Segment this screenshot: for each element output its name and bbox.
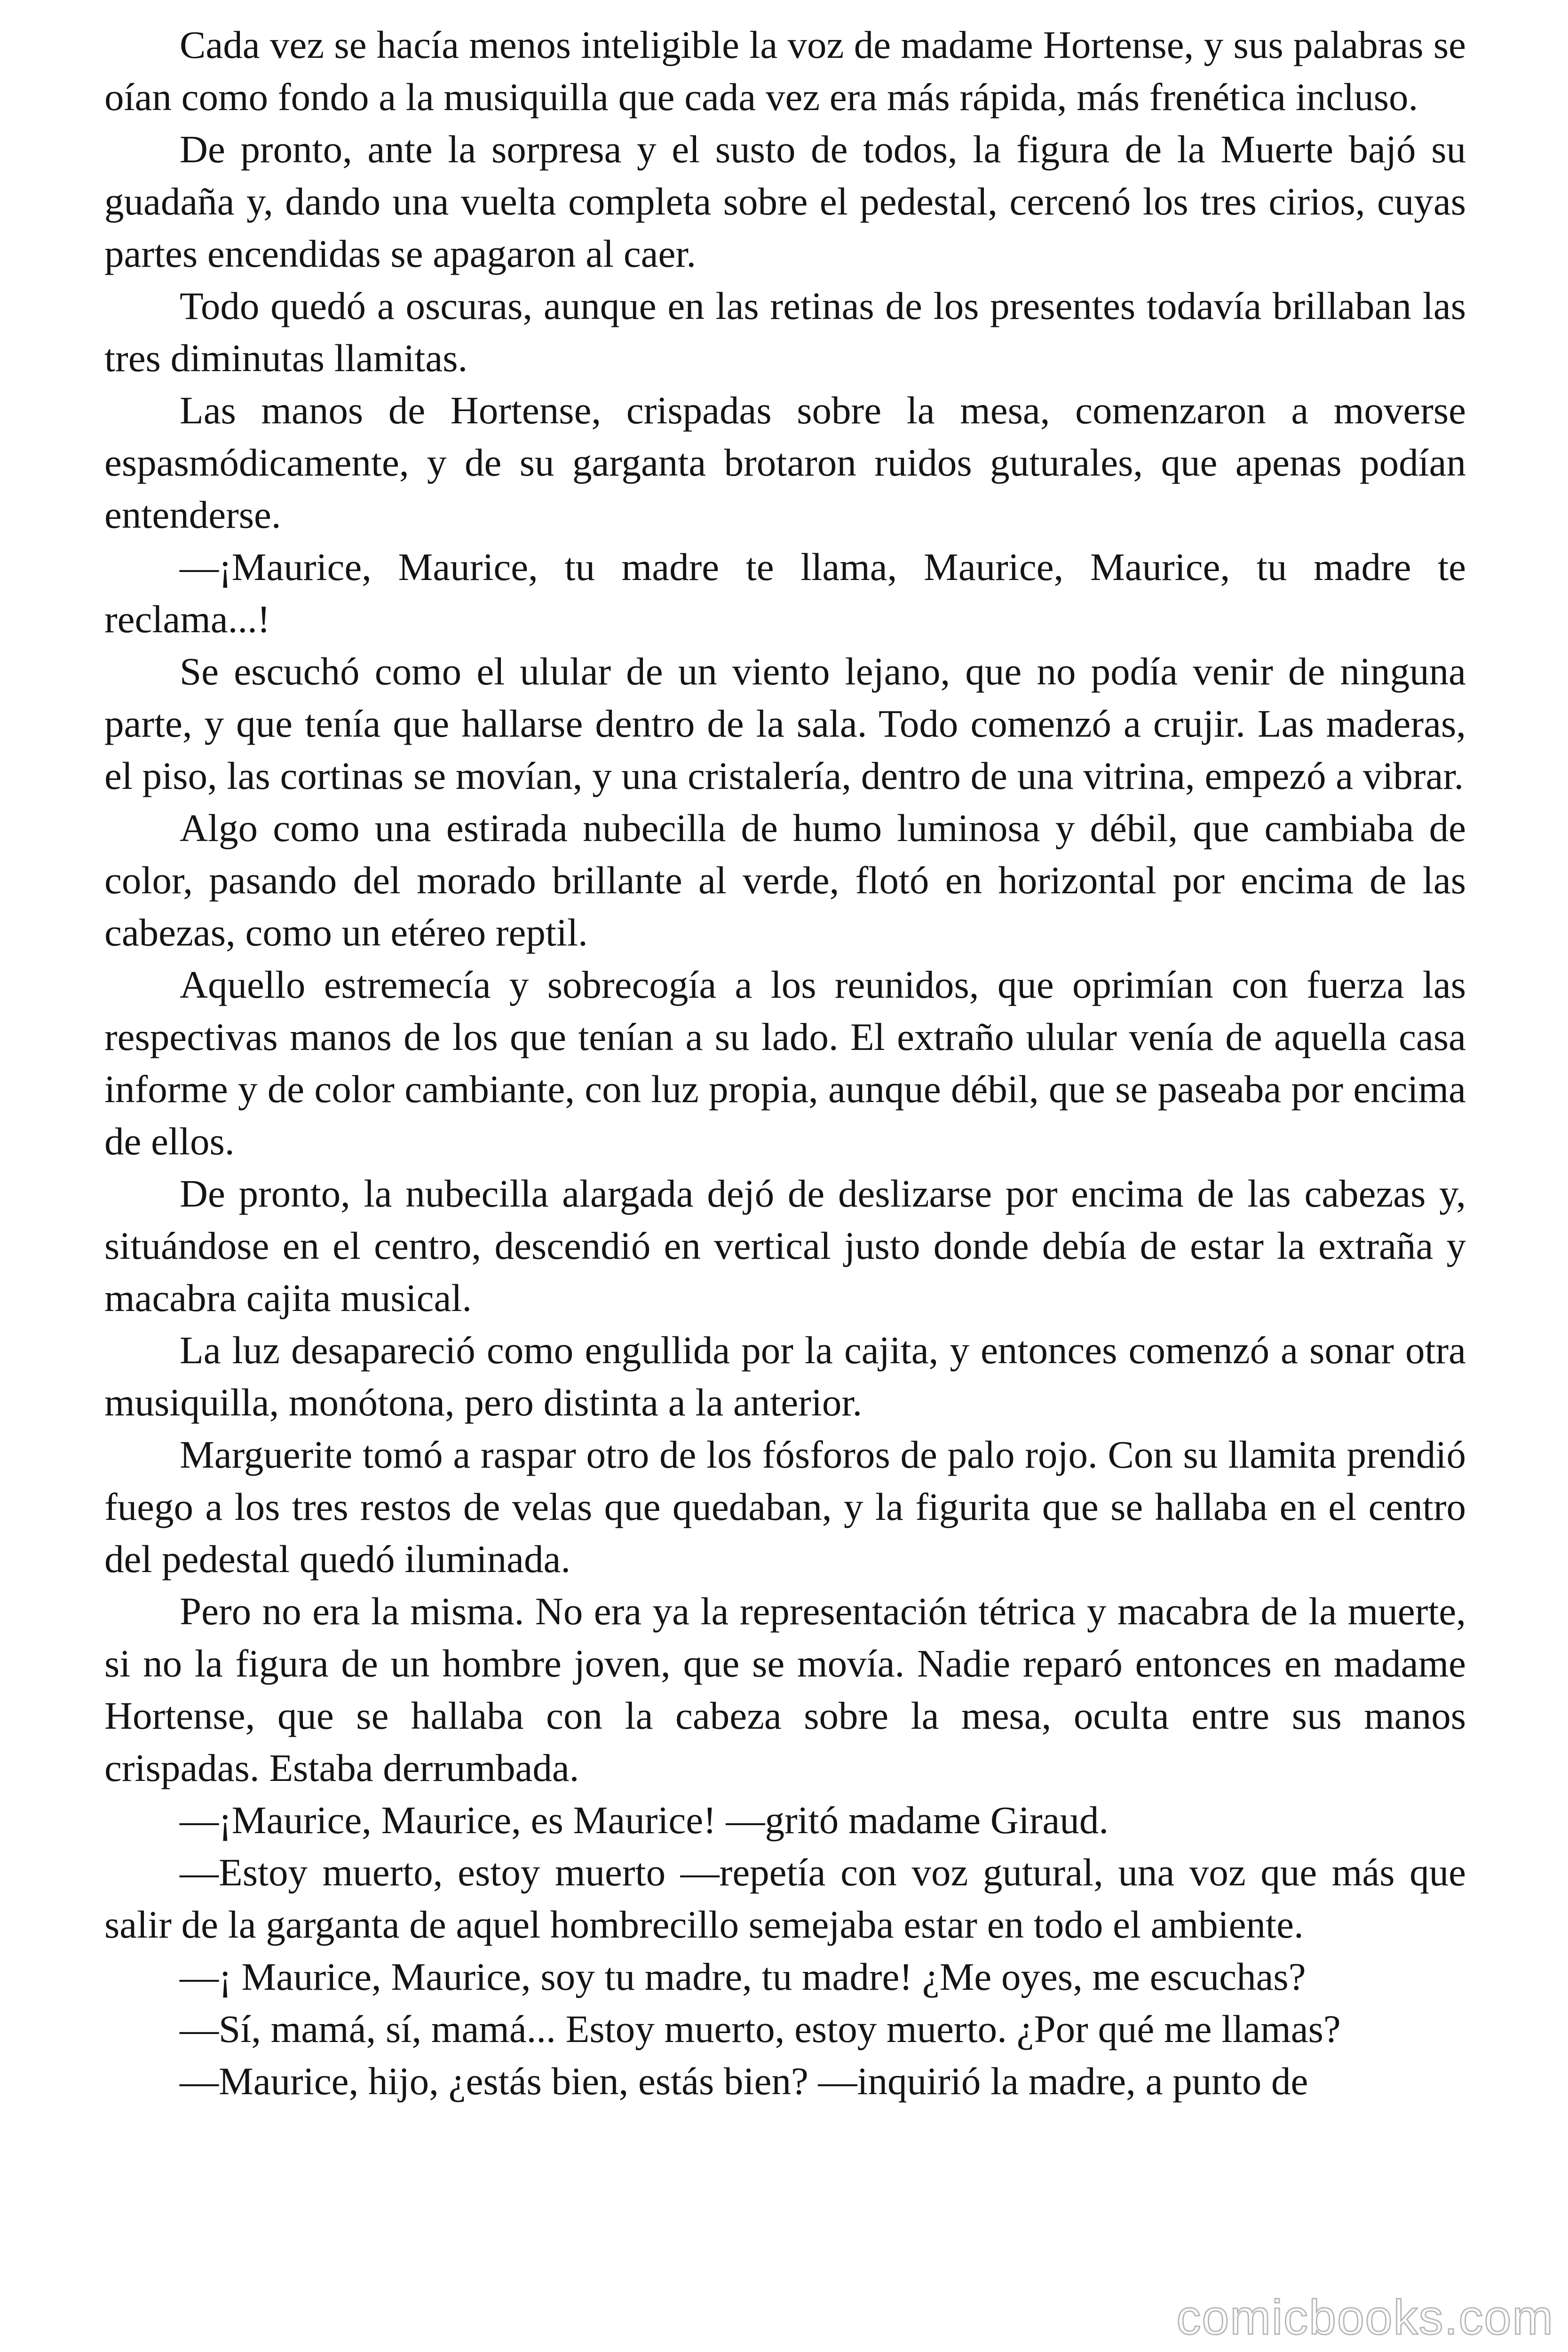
paragraph-3: Todo quedó a oscuras, aunque en las retinas de los presentes todavía brillaban las tres diminutas llamitas. bbox=[104, 284, 1466, 380]
paragraph-17: —Maurice, hijo, ¿estás bien, estás bien? —inquirió la madre, a punto de bbox=[180, 2059, 1308, 2103]
paragraph-7: Algo como una estirada nubecilla de humo luminosa y débil, que cambiaba de color, pasando del morado brillante al verde, flotó en horizontal por encima de las cabezas, como un etéreo reptil. bbox=[104, 806, 1466, 954]
paragraph-6: Se escuchó como el ulular de un viento lejano, que no podía venir de ninguna parte, y que tenía que hallarse dentro de la sala. Todo comenzó a crujir. Las maderas, el piso, las cortinas se movían, y una cristalería, dentro de una vitrina, empezó a vibrar. bbox=[104, 650, 1466, 797]
paragraph-14: —Estoy muerto, estoy muerto —repetía con voz gutural, una voz que más que salir de la garganta de aquel hombrecillo semejaba estar en todo el ambiente. bbox=[104, 1851, 1466, 1946]
paragraph-5: —¡Maurice, Maurice, tu madre te llama, Maurice, Maurice, tu madre te reclama...! bbox=[104, 545, 1466, 641]
site-watermark: comicbooks.com bbox=[1176, 2290, 1554, 2345]
paragraph-12: Pero no era la misma. No era ya la representación tétrica y macabra de la muerte, si no la figura de un hombre joven, que se movía. Nadie reparó entonces en madame Hortense, que se hallaba con la cabeza sobre la mesa, oculta entre sus manos crispadas. Estaba derrumbada. bbox=[104, 1589, 1466, 1789]
paragraph-8: Aquello estremecía y sobrecogía a los reunidos, que oprimían con fuerza las respectivas manos de los que tenían a su lado. El extraño ulular venía de aquella casa informe y de color cambiante, con luz propia, aunque débil, que se paseaba por encima de ellos. bbox=[104, 963, 1466, 1163]
paragraph-1: Cada vez se hacía menos inteligible la voz de madame Hortense, y sus palabras se oían como fondo a la musiquilla que cada vez era más rápida, más frenética incluso. bbox=[104, 23, 1466, 119]
body-text bbox=[104, 19, 1466, 2107]
paragraph-2: De pronto, ante la sorpresa y el susto de todos, la figura de la Muerte bajó su guadaña y, dando una vuelta completa sobre el pedestal, cercenó los tres cirios, cuyas partes encendidas se apagaron al caer. bbox=[104, 127, 1466, 275]
paragraph-10: La luz desapareció como engullida por la cajita, y entonces comenzó a sonar otra musiquilla, monótona, pero distinta a la anterior. bbox=[104, 1328, 1466, 1424]
paragraph-11: Marguerite tomó a raspar otro de los fósforos de palo rojo. Con su llamita prendió fuego a los tres restos de velas que quedaban, y la figurita que se hallaba en el centro del pedestal quedó iluminada. bbox=[104, 1433, 1466, 1581]
paragraph-16: —Sí, mamá, sí, mamá... Estoy muerto, estoy muerto. ¿Por qué me llamas? bbox=[180, 2007, 1341, 2050]
paragraph-15: —¡ Maurice, Maurice, soy tu madre, tu madre! ¿Me oyes, me escuchas? bbox=[180, 1955, 1306, 1998]
paragraph-13: —¡Maurice, Maurice, es Maurice! —gritó madame Giraud. bbox=[180, 1798, 1109, 1842]
paragraph-4: Las manos de Hortense, crispadas sobre la mesa, comenzaron a moverse espasmódicamente, y de su garganta brotaron ruidos guturales, que apenas podían entenderse. bbox=[104, 389, 1466, 536]
paragraph-9: De pronto, la nubecilla alargada dejó de deslizarse por encima de las cabezas y, situándose en el centro, descendió en vertical justo donde debía de estar la extraña y macabra cajita musical. bbox=[104, 1172, 1466, 1319]
